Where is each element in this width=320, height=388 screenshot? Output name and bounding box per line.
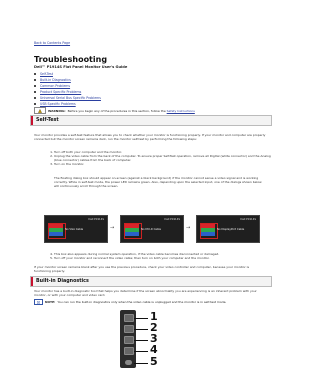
step-item: 1. Turn off both your computer and the monitor. (54, 150, 278, 154)
note-text: You can run the built-in diagnostics only when the video cable is unplugged and the monitor is in self-test mode. (57, 300, 227, 304)
dialog-title: Dell P1914S (240, 218, 256, 221)
warning-text: Before you begin any of the procedures in this section, follow the (67, 108, 166, 113)
callout-4: 4 (150, 343, 158, 356)
self-test-heading: Self-Test (36, 117, 59, 123)
bullet-icon (34, 79, 36, 81)
self-test-outro: If your monitor screen remains blank after you use the previous procedure, check your video controller and computer, because your monitor is functioning properly. (34, 265, 250, 273)
toc-link-usb-specific[interactable]: USB Specific Problems (40, 102, 76, 106)
callout-3: 3 (150, 332, 158, 345)
bullet-icon (34, 85, 36, 87)
monitor-button-3 (124, 336, 134, 344)
bullet-icon (34, 97, 36, 99)
note-label: NOTE: (45, 300, 56, 304)
color-stripes-icon (49, 224, 63, 236)
step-item: 5. Turn off your monitor and reconnect the video cable; then turn on both your computer and the monitor. (54, 256, 278, 260)
step-item: 4. This box also appears during normal system operation, if the video cable becomes disconnected or damaged. (54, 252, 278, 256)
page-subtitle: Dell™ P1914S Flat Panel Monitor User's Guide (34, 65, 128, 69)
callout-1: 1 (150, 310, 158, 323)
bullet-icon (34, 91, 36, 93)
dialog-title: Dell P1914S (164, 218, 180, 221)
color-stripes-icon (201, 224, 215, 236)
diagnostics-heading: Built-in Diagnostics (36, 278, 89, 284)
callout-line (134, 340, 148, 341)
bullet-icon (34, 103, 36, 105)
callout-5: 5 (150, 355, 158, 368)
dialog-message: No DVI-D Cable (141, 228, 161, 231)
toc-link-product-specific[interactable]: Product Specific Problems (40, 90, 82, 94)
self-test-dialog-note: The floating dialog box should appear on-screen (against a black background) if the monitor cannot sense a video signal and is working correctly. While in self-test mode, the power LED remains green. Also, depending upon the selected input, one of the dialogs shown below will continuously scroll through the screen. (54, 176, 262, 188)
section-accent-bar (31, 116, 33, 125)
self-test-dialog-vga (44, 215, 108, 243)
monitor-button-4 (124, 347, 134, 355)
toc-link-built-in-diagnostics[interactable]: Built-in Diagnostics (40, 78, 71, 82)
warning-label: WARNING: (48, 108, 66, 113)
bullet-icon (34, 73, 36, 75)
self-test-dialog-dp (196, 215, 260, 243)
dialog-title: Dell P1914S (88, 218, 104, 221)
safety-instructions-link[interactable]: Safety Instructions (166, 108, 195, 113)
dialog-message: No DisplayPort Cable (217, 228, 245, 231)
toc-list (34, 71, 101, 107)
back-to-contents-link[interactable]: Back to Contents Page (34, 41, 71, 45)
warning-icon (34, 107, 46, 114)
toc-link-self-test[interactable]: Self-Test (40, 72, 53, 76)
self-test-steps-after (44, 252, 278, 260)
color-stripes-icon (125, 224, 139, 236)
warning-banner (34, 107, 195, 114)
page-title: Troubleshooting (34, 55, 108, 64)
callout-line (134, 351, 148, 352)
monitor-button-1 (124, 314, 134, 322)
self-test-intro: Your monitor provides a self-test feature that allows you to check whether your monitor is functioning properly. If your monitor and computer are properly connected but the monitor screen remains dark, run the monitor self-test by performing the following steps: (34, 133, 266, 141)
or-arrow-icon: → (186, 225, 191, 231)
callout-line (134, 318, 148, 319)
callout-2: 2 (150, 321, 158, 334)
diagnostics-intro: Your monitor has a built-in diagnostic tool that helps you determine if the screen abnormality you are experiencing is an inherent problem with your monitor, or with your computer and video card. (34, 289, 257, 297)
self-test-steps (44, 150, 278, 166)
callout-line (134, 329, 148, 330)
or-arrow-icon: → (110, 225, 115, 231)
diagnostics-note (34, 299, 226, 305)
power-button-icon (125, 360, 132, 365)
step-item: 3. Turn on the monitor. (54, 162, 278, 166)
note-icon (34, 299, 43, 305)
callout-line (134, 363, 148, 364)
dialog-message: No VGA Cable (65, 228, 84, 231)
step-item: 2. Unplug the video cable from the back of the computer. To ensure proper Self-Test operation, remove all Digital (white connector) and the Analog (blue connector) cables from the back of computer. (54, 154, 278, 162)
section-accent-bar (31, 277, 33, 286)
self-test-section-header (30, 115, 272, 126)
diagnostics-section-header (30, 276, 272, 287)
toc-link-usb-universal[interactable]: Universal Serial Bus Specific Problems (40, 96, 101, 100)
toc-link-common-problems[interactable]: Common Problems (40, 84, 71, 88)
self-test-dialog-dvi (120, 215, 184, 243)
self-test-dialogs (44, 215, 264, 247)
monitor-button-2 (124, 325, 134, 333)
